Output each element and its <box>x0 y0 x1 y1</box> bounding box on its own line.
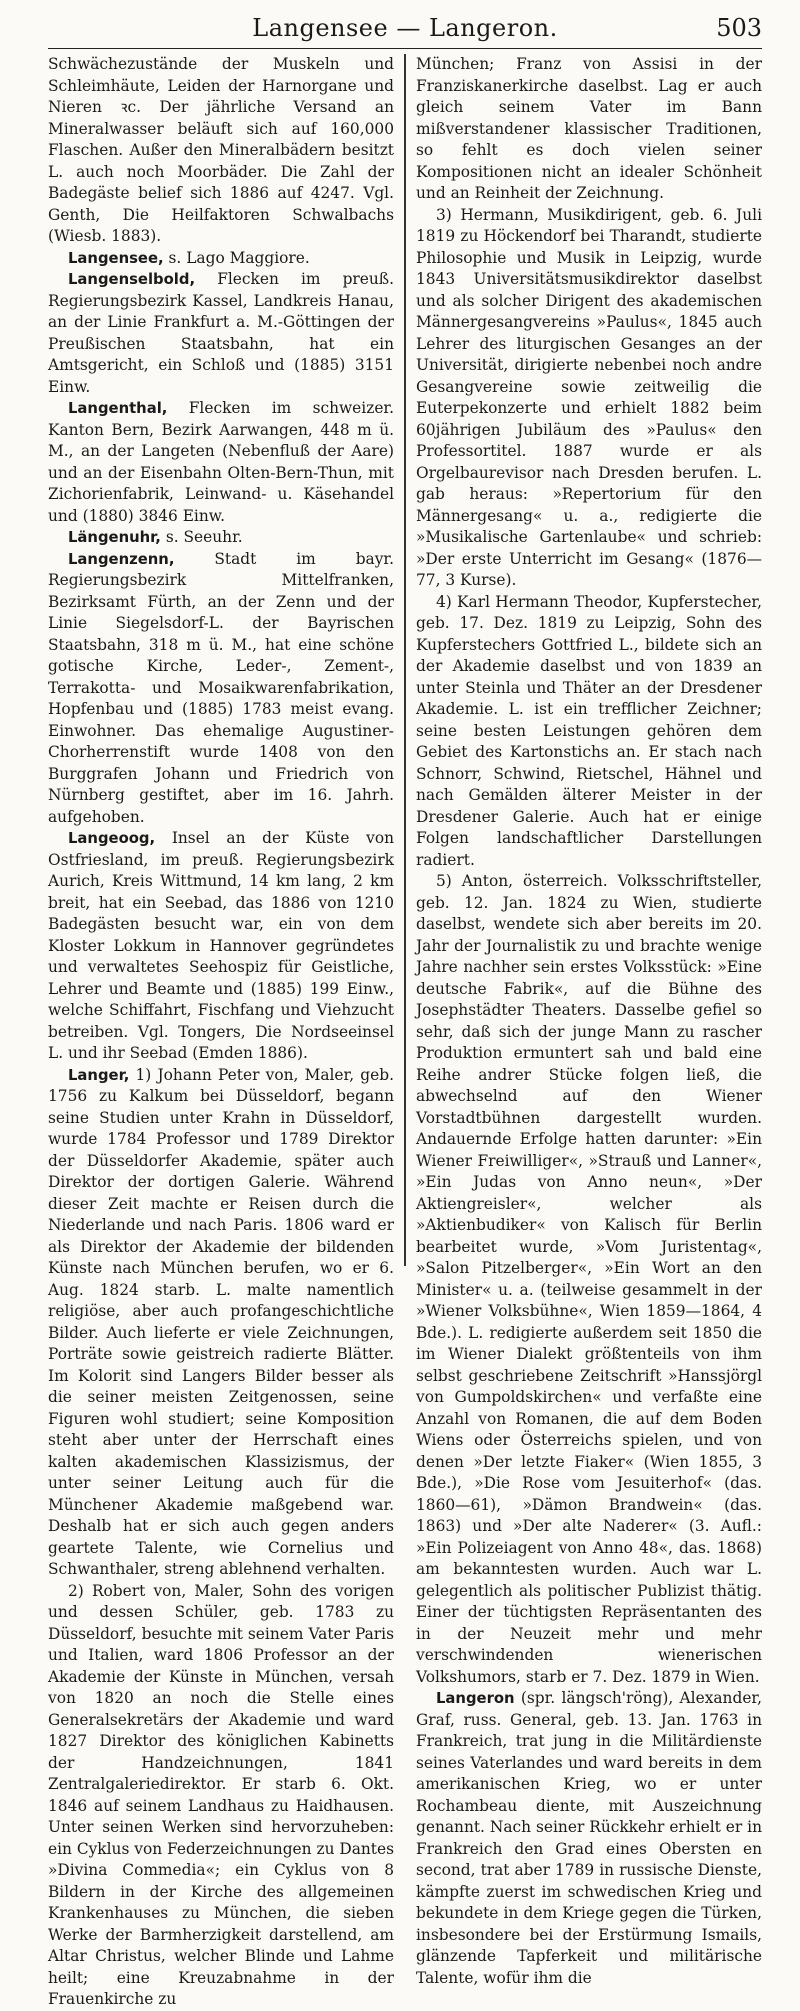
entry-paragraph <box>48 54 394 248</box>
column-divider <box>404 54 406 1266</box>
entry-text: 4) Karl Hermann Theodor, Kupferstecher, geb. 17. Dez. 1819 zu Leipzig, Sohn des Kupferstechers Gottfried L., bildete sich an der Akademie daselbst und von 1839 an unter Steinla und Thäter an der Dresdener Akademie. L. ist ein trefflicher Zeichner; seine besten Leistungen gehören dem Gebiet des Kartonstichs an. Er stach nach Schnorr, Schwind, Rietschel, Hähnel und nach Gemälden älterer Meister in der Dresdener Galerie. Auch hat er einige Folgen landschaftlicher Darstellungen radiert. <box>416 592 762 869</box>
entry-paragraph <box>416 592 762 872</box>
entry-text: 5) Anton, österreich. Volksschriftsteller, geb. 12. Jan. 1824 zu Wien, studierte daselbst, wendete sich aber bereits im 20. Jahr der Journalistik zu und brachte wenige Jahre nachher sein erstes Volksstück: »Eine deutsche Fabrik«, auf die Bühne des Josephstädter Theaters. Dasselbe gefiel so sehr, daß sich der junge Mann zu rascher Produktion ermuntert sah und bald eine Reihe andrer Stücke folgen ließ, die abwechselnd auf den Wiener Vorstadtbühnen dargestellt wurden. Andauernde Erfolge hatten darunter: »Ein Wiener Freiwilliger«, »Strauß und Lanner«, »Ein Judas von Anno neun«, »Der Aktiengreisler«, welcher als »Aktienbudiker« von Kalisch für Berlin bearbeitet wurde, »Vom Juristentag«, »Salon Pitzelberger«, »Ein Wort an den Minister« u. a. (teilweise gesammelt in der »Wiener Volksbühne«, Wien 1859—1864, 4 Bde.). L. redigierte außerdem seit 1850 die im Wiener Dialekt größtenteils von ihm selbst geschriebene Zeitschrift »Hanssjörgl von Gumpoldskirchen« und verfaßte eine Anzahl von Romanen, die auf dem Boden Wiens oder Österreichs spielen, und von denen »Der letzte Fiaker« (Wien 1855, 3 Bde.), »Die Rose vom Jesuiterhof« (das. 1860—61), »Dämon Brandwein« (das. 1863) und »Der alte Naderer« (3. Aufl.: »Ein Polizeiagent von Anno 48«, das. 1868) am bekanntesten wurden. Auch war L. gelegentlich als politischer Publizist thätig. Einer der tüchtigsten Repräsentanten des in der Neuzeit mehr und mehr verschwindenden wienerischen Volkshumors, starb er 7. Dez. 1879 in Wien. <box>416 872 762 1686</box>
entry-paragraph <box>48 828 394 1065</box>
entry-headword: Längenuhr, <box>68 529 161 546</box>
entry-paragraph <box>48 398 394 527</box>
page-number: 503 <box>716 14 762 42</box>
entry-headword: Langeoog, <box>68 830 156 847</box>
entry-paragraph <box>48 248 394 270</box>
entry-paragraph <box>48 549 394 829</box>
entry-headword: Langenzenn, <box>68 550 175 568</box>
entry-text: 2) Robert von, Maler, Sohn des vorigen und dessen Schüler, geb. 1783 zu Düsseldorf, besuchte mit seinem Vater Paris und Italien, ward 1806 Professor an der Akademie der Künste in München, versah von 1820 an noch die Stelle eines Generalsekretärs der Akademie und ward 1827 Direktor des königlichen Kabinetts der Handzeichnungen, 1841 Zentralgaleriedirektor. Er starb 6. Okt. 1846 auf seinem Landhaus zu Haidhausen. Unter seinen Werken sind hervorzuheben: ein Cyklus von Federzeichnungen zu Dantes »Divina Commedia«; ein Cyklus von 8 Bildern in der Kirche des allgemeinen Krankenhauses zu München, die sieben Werke der Barmherzigkeit darstellend, am Altar Christus, welcher Blinde und Lahme heilt; eine Kreuzabnahme in der Frauenkirche zu <box>48 1581 394 2008</box>
entry-paragraph <box>48 269 394 398</box>
entry-paragraph <box>416 205 762 592</box>
page-header <box>48 8 762 49</box>
entry-paragraph <box>48 1065 394 1581</box>
entry-paragraph <box>416 871 762 1688</box>
entry-headword: Langenthal, <box>68 400 168 417</box>
entry-text: Flecken im schweizer. Kanton Bern, Bezirk Aarwangen, 448 m ü. M., an der Langeten (Nebenfluß der Aare) und an der Eisenbahn Olten-Bern-Thun, mit Zichorienfabrik, Leinwand- u. Käsehandel und (1880) 3846 Einw. <box>48 399 394 525</box>
entry-headword: Langeron <box>436 1690 515 1707</box>
right-column <box>416 54 762 1987</box>
entry-paragraph <box>416 54 762 205</box>
entry-text: 1) Johann Peter von, Maler, geb. 1756 zu Kalkum bei Düsseldorf, begann seine Studien unter Krahn in Düsseldorf, wurde 1784 Professor und 1789 Direktor der Düsseldorfer Akademie, später auch Direktor der dortigen Galerie. Während dieser Zeit machte er Reisen durch die Niederlande und nach Paris. 1806 ward er als Direktor der Akademie der bildenden Künste nach München berufen, wo er 6. Aug. 1824 starb. L. malte namentlich religiöse, aber auch profangeschichtliche Bilder. Auch lieferte er viele Zeichnungen, Porträte sowie geistreich radierte Blätter. Im Kolorit sind Langers Bilder besser als die seiner meisten Zeitgenossen, seine Figuren wohl studiert; seine Komposition steht aber unter der Herrschaft eines kalten akademischen Klassizismus, der unter seiner Leitung auch für die Münchener Akademie maßgebend war. Deshalb hat er sich auch gegen anders geartete Talente, wie Cornelius und Schwanthaler, streng ablehnend verhalten. <box>48 1065 394 1578</box>
entry-text: Stadt im bayr. Regierungsbezirk Mittelfranken, Bezirksamt Fürth, an der Zenn und der Linie Siegelsdorf-L. der Bayrischen Staatsbahn, 318 m ü. M., hat eine schöne gotische Kirche, Leder-, Zement-, Terrakotta- und Mosaikwarenfabrikation, Hopfenbau und (1885) 1783 meist evang. Einwohner. Das ehemalige Augustiner-Chorherrenstift wurde 1408 von den Burggrafen Johann und Friedrich von Nürnberg gestiftet, aber im 16. Jahrh. aufgehoben. <box>48 549 394 826</box>
entry-headword: Langer, <box>68 1066 130 1084</box>
entry-text: München; Franz von Assisi in der Franziskanerkirche daselbst. Lag er auch gleich seinem Vater im Bann mißverstandener klassischer Traditionen, so fehlt es doch vielen seiner Kompositionen nicht an idealer Schönheit und an Reinheit der Zeichnung. <box>416 55 762 202</box>
entry-text: Schwächezustände der Muskeln und Schleimhäute, Leiden der Harnorgane und Nieren ꝛc. Der jährliche Versand an Mineralwasser beläuft sich auf 160,000 Flaschen. Außer den Mineralbädern besitzt L. auch noch Moorbäder. Die Zahl der Badegäste belief sich 1886 auf 4247. Vgl. Genth, Die Heilfaktoren Schwalbachs (Wiesb. 1883). <box>48 55 394 245</box>
running-title: Langensee — Langeron. <box>252 14 558 42</box>
entry-paragraph <box>48 527 394 549</box>
entry-text: s. Seeuhr. <box>165 528 243 546</box>
entry-text: Insel an der Küste von Ostfriesland, im preuß. Regierungsbezirk Aurich, Kreis Wittmund, 14 km lang, 2 km breit, hat ein Seebad, das 1886 von 1210 Badegästen besucht war, ein von dem Kloster Lokkum in Hannover gegründetes und verwaltetes Seehospiz für Geistliche, Lehrer und Beamte und (1885) 199 Einw., welche Schiffahrt, Fischfang und Viehzucht betreiben. Vgl. Tongers, Die Nordseeinsel L. und ihr Seebad (Emden 1886). <box>48 829 394 1062</box>
entry-headword: Langensee, <box>68 249 164 267</box>
entry-text: (spr. längsch'röng), Alexander, Graf, russ. General, geb. 13. Jan. 1763 in Frankreich, trat jung in die Militärdienste seines Vaterlandes und ward bereits in dem amerikanischen Krieg, wo er unter Rochambeau diente, mit Auszeichnung genannt. Nach seiner Rückkehr erhielt er in Frankreich den Grad eines Obersten en second, trat aber 1789 in russische Dienste, kämpfte zuerst im schwedischen Krieg und bekundete in dem Kriege gegen die Türken, insbesondere bei der Erstürmung Ismails, glänzende Tapferkeit und militärische Talente, wofür ihm die <box>416 1689 762 1987</box>
entry-paragraph <box>48 1581 394 2011</box>
entry-text: Flecken im preuß. Regierungsbezirk Kassel, Landkreis Hanau, an der Linie Frankfurt a. M.-Göttingen der Preußischen Staatsbahn, hat ein Amtsgericht, ein Schloß und (1885) 3151 Einw. <box>48 270 394 396</box>
entry-text: s. Lago Maggiore. <box>168 248 310 267</box>
entry-text: 3) Hermann, Musikdirigent, geb. 6. Juli 1819 zu Höckendorf bei Tharandt, studierte Philosophie und Musik in Leipzig, wurde 1843 Universitätsmusikdirektor daselbst und als solcher Dirigent des akademischen Männergesangvereins »Paulus«, 1845 auch Lehrer des liturgischen Gesanges an der Universität, dirigierte nebenbei noch andre Gesangvereine sowie zeitweilig die Euterpekonzerte und erhielt 1882 beim 60jährigen Jubiläum des »Paulus« den Professortitel. 1887 wurde er als Orgelbaurevisor nach Dresden berufen. L. gab heraus: »Repertorium für den Männergesang« u. a., redigierte die »Musikalische Gartenlaube« und schrieb: »Der erste Unterricht im Gesang« (1876—77, 3 Kurse). <box>416 205 762 589</box>
text-columns <box>48 54 762 2008</box>
left-column <box>48 54 394 2008</box>
entry-paragraph <box>416 1688 762 1989</box>
entry-headword: Langenselbold, <box>68 271 196 288</box>
